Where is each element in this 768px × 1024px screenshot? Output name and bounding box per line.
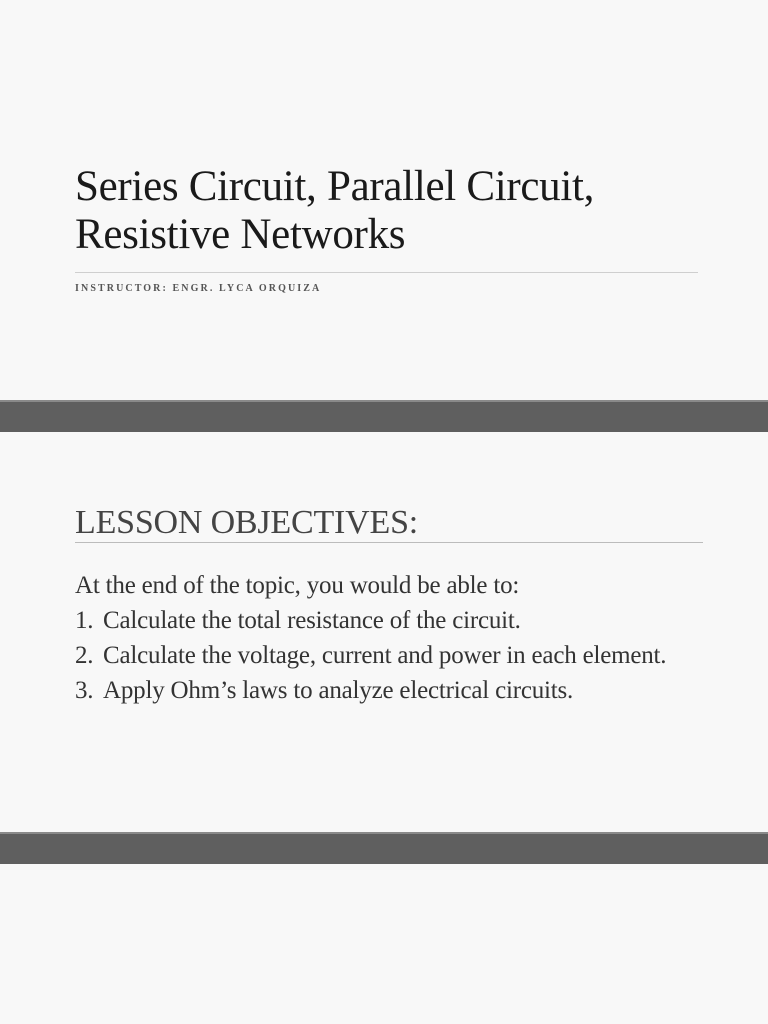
objectives-heading: LESSON OBJECTIVES: bbox=[75, 504, 419, 541]
objectives-body bbox=[75, 568, 695, 708]
objectives-list bbox=[75, 603, 695, 708]
slide-separator bbox=[0, 400, 768, 432]
slide-title-line-2: Resistive Networks bbox=[75, 211, 406, 258]
objectives-intro: At the end of the topic, you would be able to: bbox=[75, 572, 520, 599]
objective-item bbox=[75, 603, 695, 638]
heading-divider bbox=[75, 542, 703, 543]
instructor-subtitle: INSTRUCTOR: ENGR. LYCA ORQUIZA bbox=[75, 283, 322, 294]
objective-text: Apply Ohm’s laws to analyze electrical circuits. bbox=[103, 677, 574, 704]
objectives-slide bbox=[0, 432, 768, 832]
next-slide-partial bbox=[0, 864, 768, 1024]
objective-item bbox=[75, 638, 695, 673]
objective-item bbox=[75, 673, 695, 708]
slide-title bbox=[75, 163, 715, 259]
slide-separator bbox=[0, 832, 768, 864]
objective-text: Calculate the total resistance of the circuit. bbox=[103, 607, 521, 634]
objective-number: 1. bbox=[75, 607, 94, 634]
title-slide bbox=[0, 0, 768, 400]
slide-title-line-1: Series Circuit, Parallel Circuit, bbox=[75, 163, 595, 210]
title-divider bbox=[75, 272, 698, 273]
objective-text: Calculate the voltage, current and power in each element. bbox=[103, 642, 667, 669]
objective-number: 3. bbox=[75, 677, 94, 704]
objective-number: 2. bbox=[75, 642, 94, 669]
